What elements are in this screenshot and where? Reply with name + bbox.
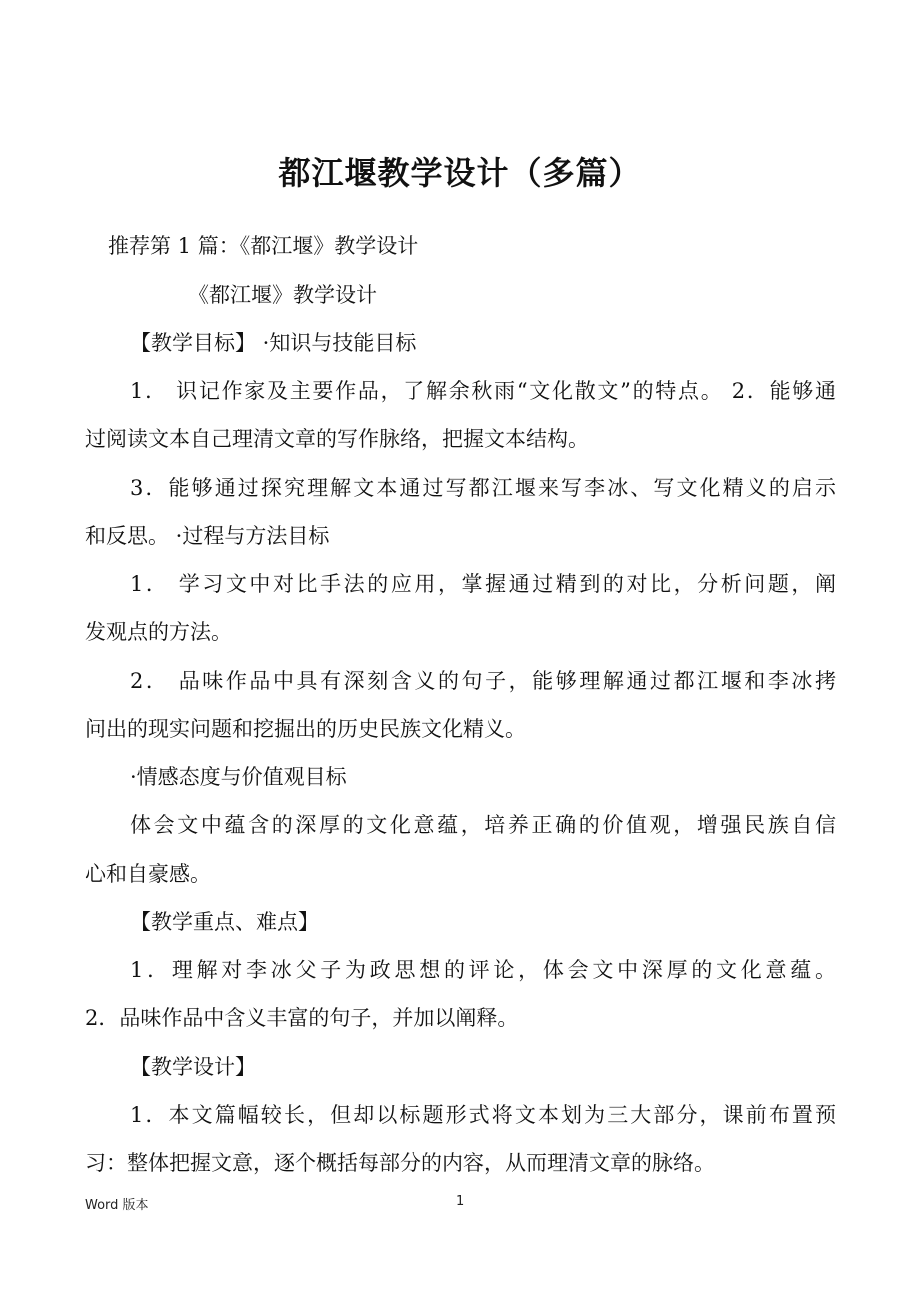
text-line: 和反思。 ·过程与方法目标 (85, 524, 330, 548)
text-line: 《都江堰》教学设计 (188, 283, 377, 307)
page-number: 1 (456, 1194, 465, 1209)
text-line: 2． 品味作品中具有深刻含义的句子，能够理解通过都江堰和李冰拷 (130, 669, 836, 693)
text-line: 3．能够通过探究理解文本通过写都江堰来写李冰、写文化精义的启示 (130, 476, 836, 500)
footer-label: Word 版本 (85, 1198, 149, 1213)
text-line: 1．理解对李冰父子为政思想的评论，体会文中深厚的文化意蕴。 (130, 958, 836, 982)
text-line: 【教学目标】 ·知识与技能目标 (130, 331, 417, 355)
text-line: 【教学设计】 (130, 1055, 256, 1079)
text-line: 习：整体把握文意，逐个概括每部分的内容，从而理清文章的脉络。 (85, 1151, 715, 1175)
text-line: ·情感态度与价值观目标 (130, 765, 347, 789)
text-line: 推荐第 1 篇：《都江堰》教学设计 (108, 234, 419, 258)
text-line: 问出的现实问题和挖掘出的历史民族文化精义。 (85, 717, 526, 741)
text-line: 【教学重点、难点】 (130, 910, 319, 934)
document-title: 都江堰教学设计（多篇） (278, 154, 642, 192)
text-line: 1． 识记作家及主要作品，了解余秋雨“文化散文”的特点。 2．能够通 (130, 379, 836, 403)
text-line: 1． 学习文中对比手法的应用，掌握通过精到的对比，分析问题，阐 (130, 572, 836, 596)
text-line: 体会文中蕴含的深厚的文化意蕴，培养正确的价值观，增强民族自信 (130, 813, 836, 837)
text-line: 心和自豪感。 (85, 862, 211, 886)
text-line: 发观点的方法。 (85, 620, 232, 644)
text-line: 过阅读文本自己理清文章的写作脉络，把握文本结构。 (85, 427, 589, 451)
text-line: 2．品味作品中含义丰富的句子，并加以阐释。 (85, 1006, 519, 1030)
text-line: 1．本文篇幅较长，但却以标题形式将文本划为三大部分，课前布置预 (130, 1103, 836, 1127)
